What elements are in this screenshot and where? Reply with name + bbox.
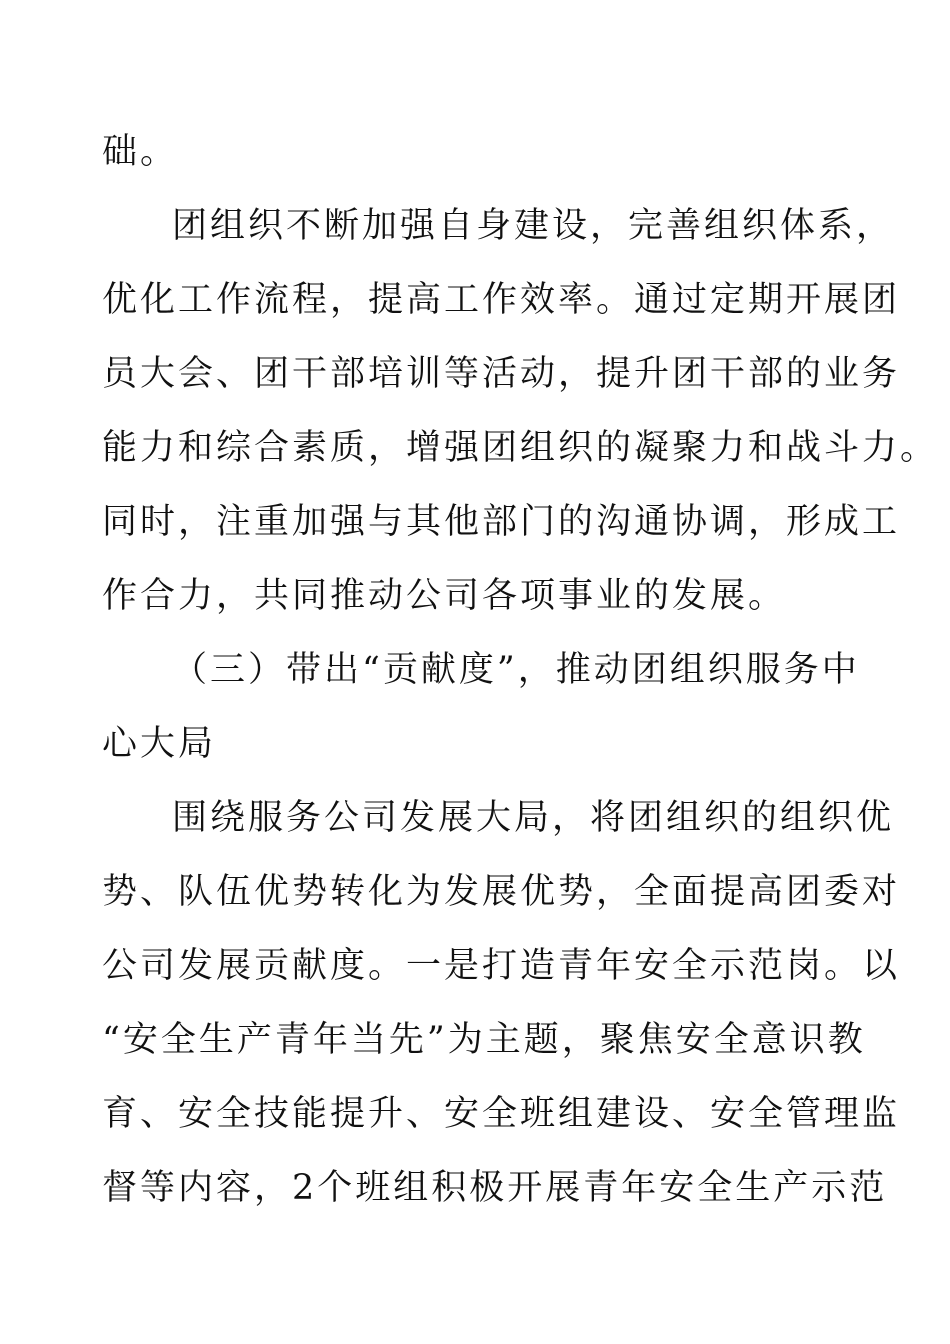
paragraph-line: 同时，注重加强与其他部门的沟通协调，形成工: [102, 502, 901, 542]
paragraph-line: 优化工作流程，提高工作效率。通过定期开展团: [102, 280, 901, 320]
section-heading: （三）带出“贡献度”，推动团组织服务中: [172, 650, 860, 690]
paragraph-line: 础。: [102, 132, 179, 172]
paragraph-line: 督等内容，2个班组积极开展青年安全生产示范: [102, 1168, 888, 1208]
paragraph-line: 作合力，共同推动公司各项事业的发展。: [102, 576, 787, 616]
paragraph-line: 团组织不断加强自身建设，完善组织体系，: [172, 206, 895, 246]
paragraph-line: 能力和综合素质，增强团组织的凝聚力和战斗力。: [102, 428, 939, 468]
section-heading-continued: 心大局: [102, 724, 217, 764]
paragraph-line: 员大会、团干部培训等活动，提升团干部的业务: [102, 354, 901, 394]
paragraph-line: 围绕服务公司发展大局，将团组织的组织优: [172, 798, 895, 838]
paragraph-line: 公司发展贡献度。一是打造青年安全示范岗。以: [102, 946, 901, 986]
paragraph-line: 育、安全技能提升、安全班组建设、安全管理监: [102, 1094, 901, 1134]
paragraph-line: “安全生产青年当先”为主题，聚焦安全意识教: [102, 1020, 866, 1060]
paragraph-line: 势、队伍优势转化为发展优势，全面提高团委对: [102, 872, 901, 912]
